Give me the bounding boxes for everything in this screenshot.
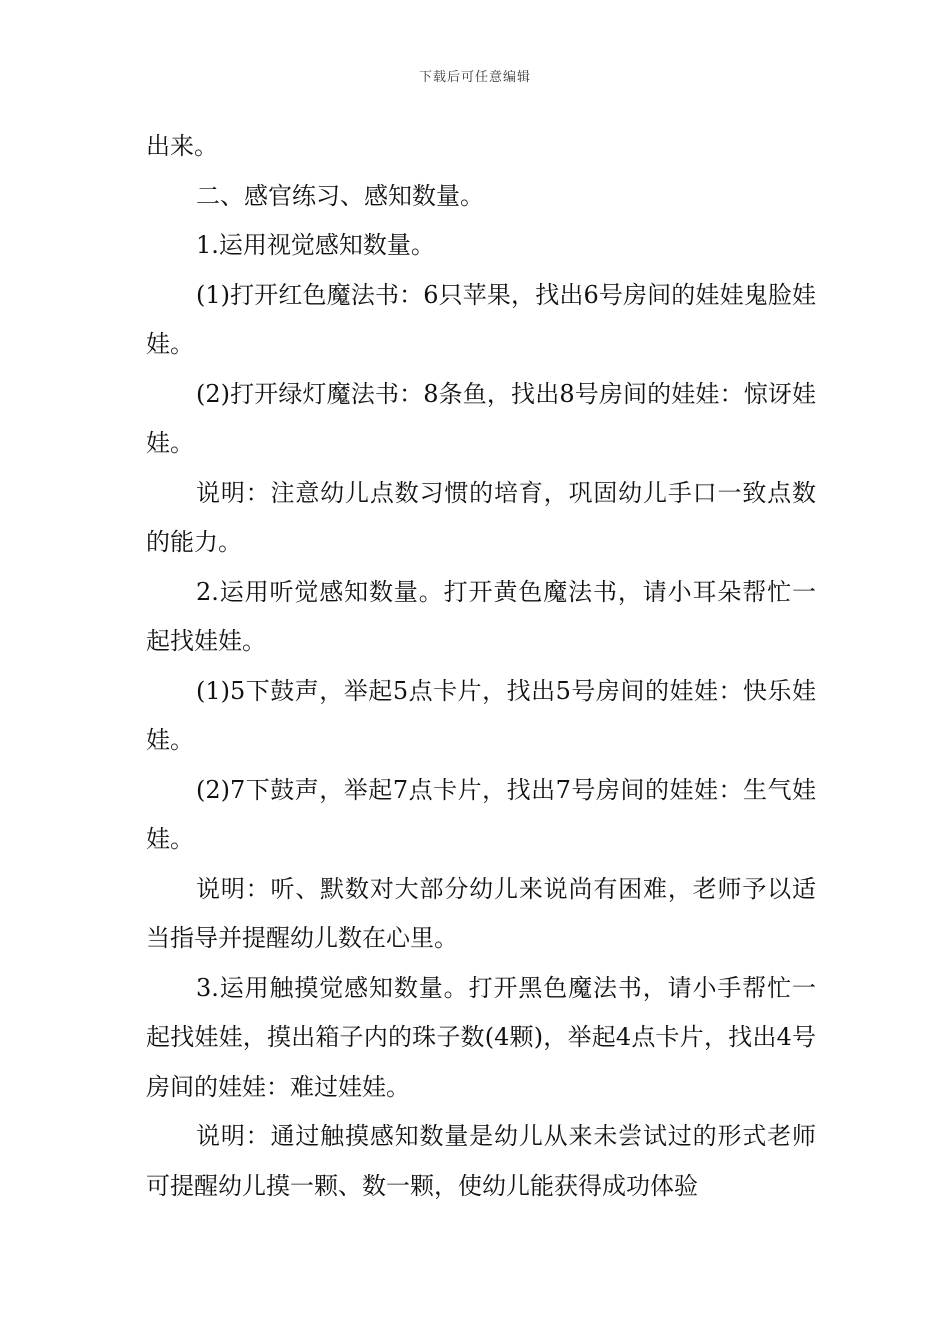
subsection-heading: 3.运用触摸觉感知数量。打开黑色魔法书，请小手帮忙一起找娃娃，摸出箱子内的珠子数(4颗)，举起4点卡片，找出4号房间的娃娃：难过娃娃。: [146, 973, 816, 1101]
paragraph: 出来。: [146, 132, 218, 160]
paragraph: (2)7下鼓声，举起7点卡片，找出7号房间的娃娃：生气娃娃。: [146, 775, 816, 853]
section-heading: 二、感官练习、感知数量。: [196, 181, 484, 210]
paragraph: (2)打开绿灯魔法书：8条鱼，找出8号房间的娃娃：惊讶娃娃。: [146, 379, 816, 457]
subsection-heading: 1.运用视觉感知数量。: [196, 231, 435, 259]
page-header: 下载后可任意编辑: [418, 70, 531, 85]
paragraph: (1)5下鼓声，举起5点卡片，找出5号房间的娃娃：快乐娃娃。: [146, 676, 816, 754]
note-paragraph: 说明：通过触摸感知数量是幼儿从来未尝试过的形式老师可提醒幼儿摸一颗、数一颗，使幼儿能获得成功体验: [146, 1122, 816, 1200]
subsection-heading: 2.运用听觉感知数量。打开黄色魔法书，请小耳朵帮忙一起找娃娃。: [146, 577, 816, 655]
paragraph: (1)打开红色魔法书：6只苹果，找出6号房间的娃娃鬼脸娃娃。: [146, 280, 816, 358]
document-body: [146, 122, 816, 1211]
note-paragraph: 说明：听、默数对大部分幼儿来说尚有困难，老师予以适当指导并提醒幼儿数在心里。: [146, 874, 816, 952]
note-paragraph: 说明：注意幼儿点数习惯的培育，巩固幼儿手口一致点数的能力。: [146, 478, 816, 556]
